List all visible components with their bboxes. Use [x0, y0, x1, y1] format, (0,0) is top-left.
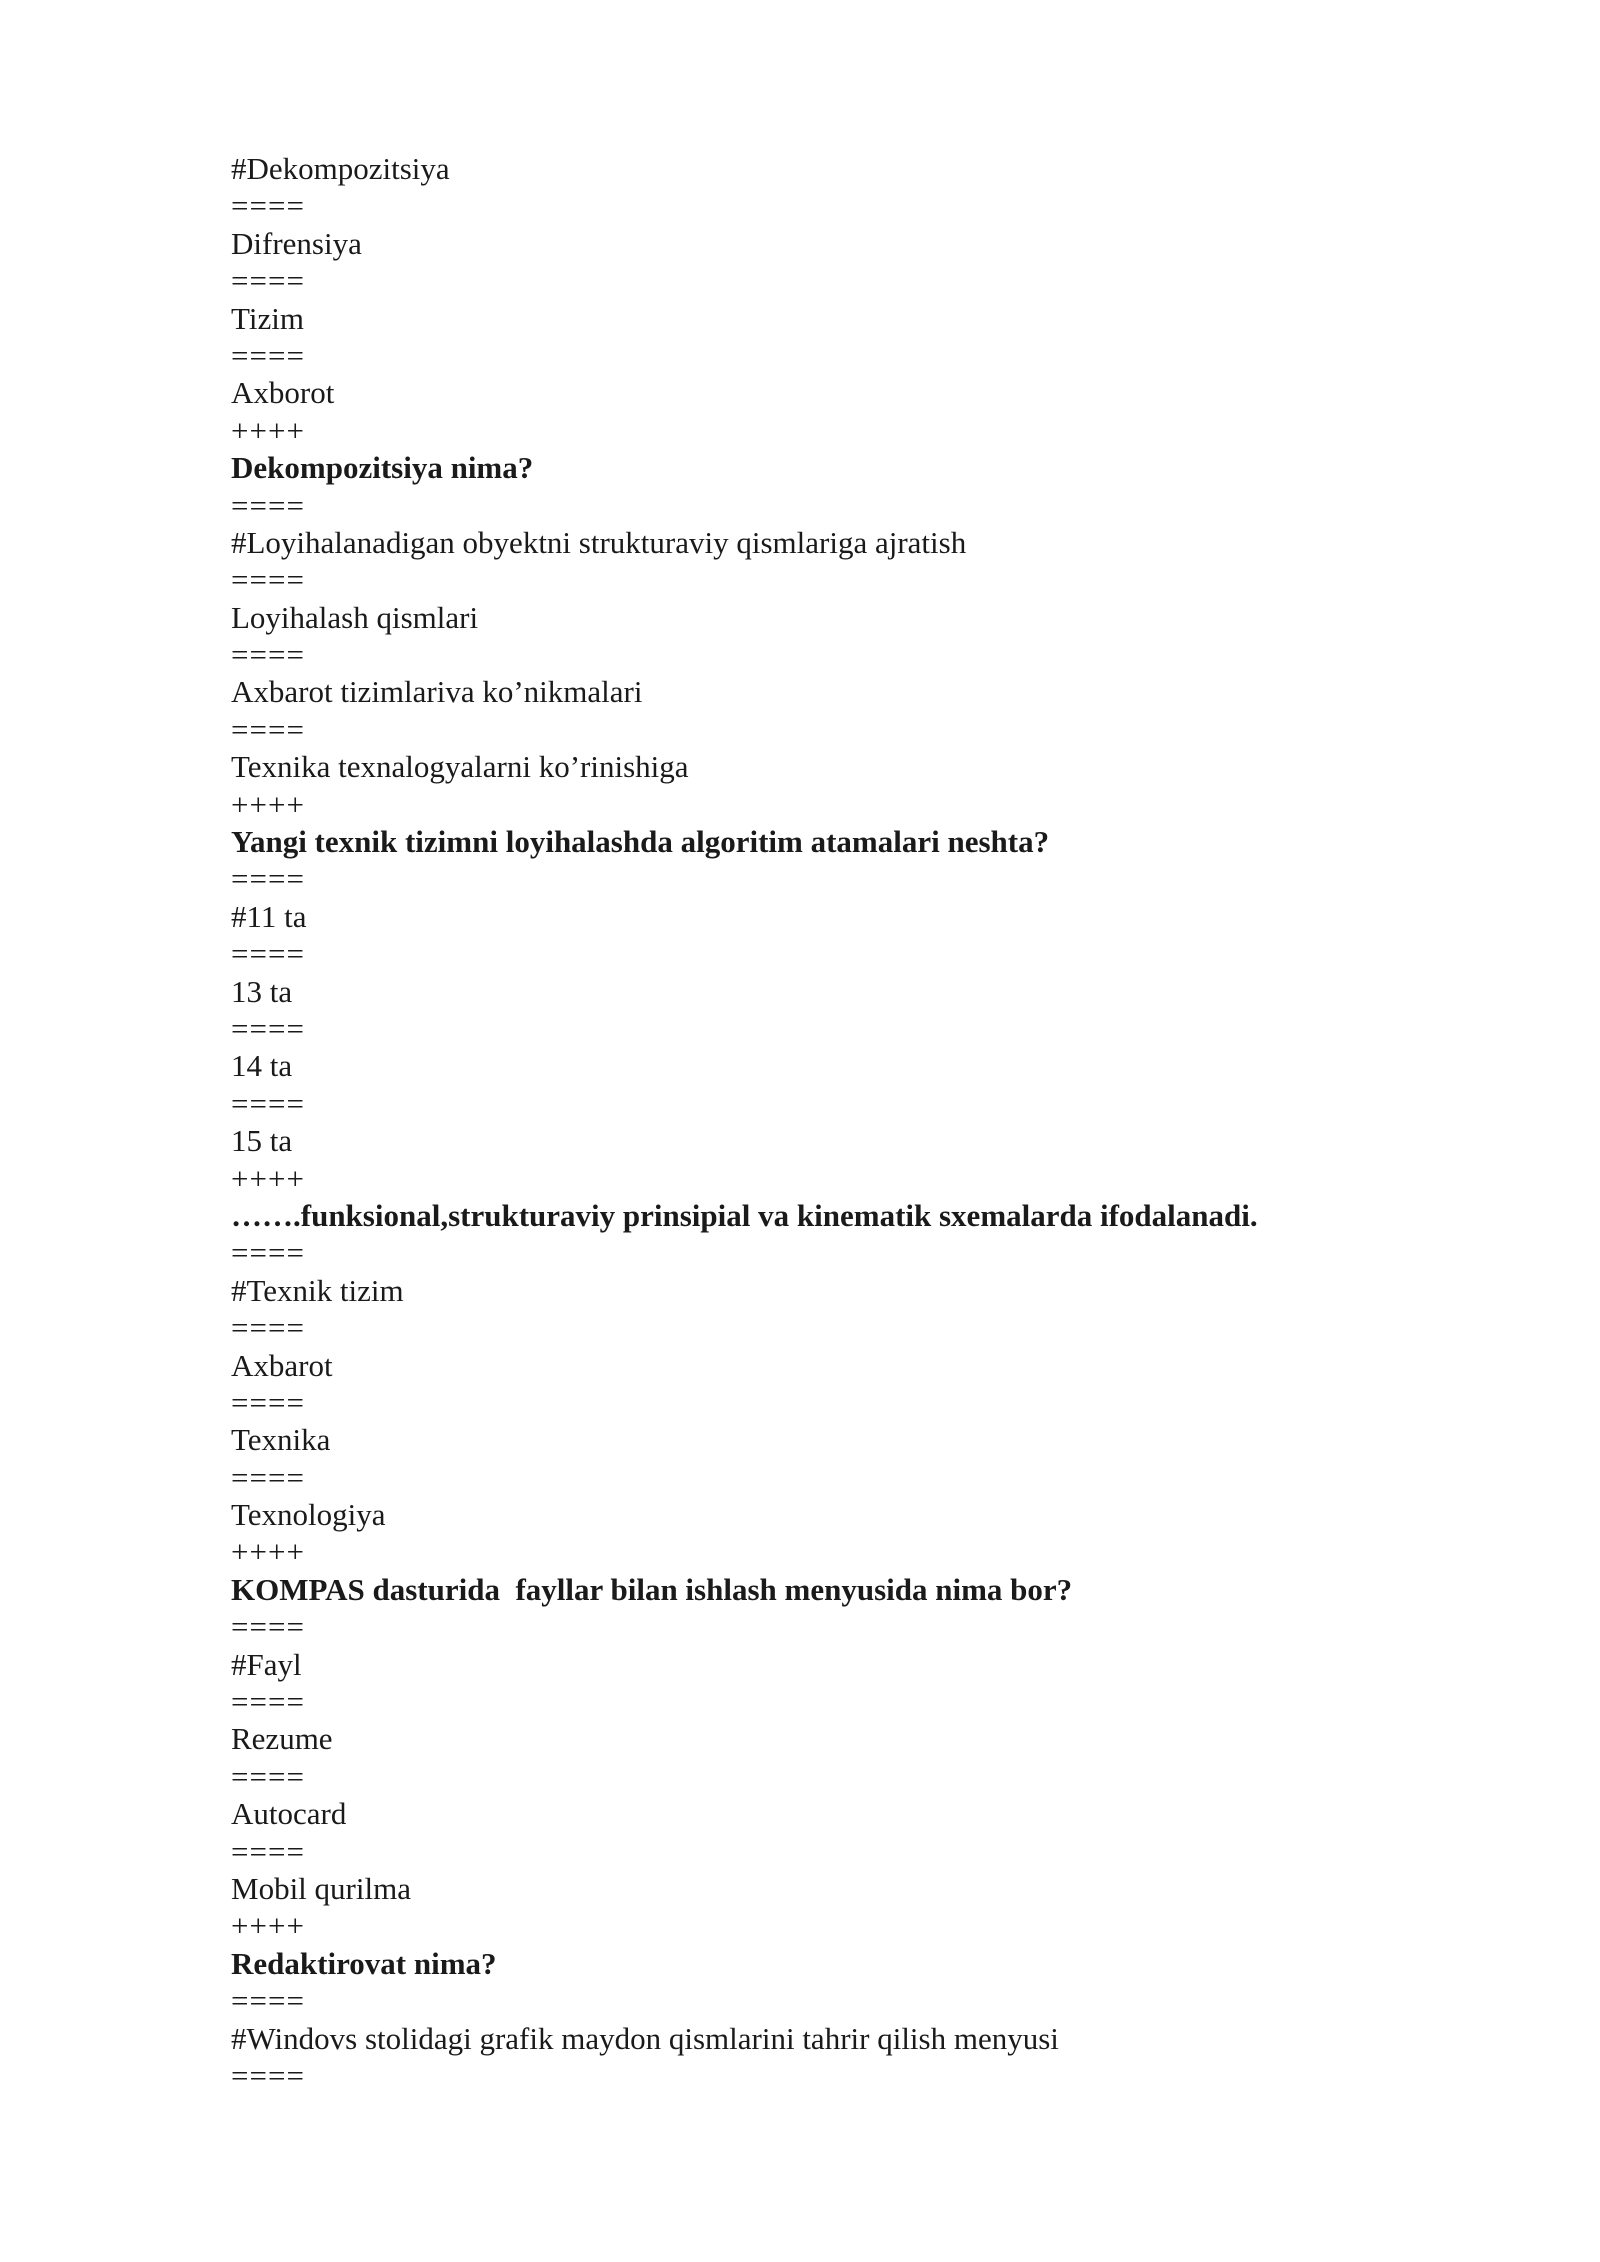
- answer-option: Axbarot: [231, 1347, 333, 1383]
- separator-line: ====: [231, 263, 305, 299]
- separator-line: ++++: [231, 1534, 305, 1570]
- answer-option: Texnika: [231, 1422, 331, 1458]
- answer-option: Axborot: [231, 375, 335, 411]
- answer-option: #11 ta: [231, 898, 307, 934]
- answer-option: Difrensiya: [231, 225, 362, 261]
- separator-line: ====: [231, 1459, 305, 1495]
- separator-line: ====: [231, 637, 305, 673]
- separator-line: ++++: [231, 412, 305, 448]
- separator-line: ====: [231, 1085, 305, 1121]
- answer-option: #Fayl: [231, 1646, 302, 1682]
- separator-line: ====: [231, 1833, 305, 1869]
- answer-option: #Texnik tizim: [231, 1272, 404, 1308]
- separator-line: ====: [231, 1235, 305, 1271]
- answer-option: Texnologiya: [231, 1497, 386, 1533]
- separator-line: ====: [231, 1983, 305, 2019]
- separator-line: ====: [231, 2057, 305, 2093]
- answer-option: #Dekompozitsiya: [231, 151, 450, 186]
- question-text: Redaktirovat nima?: [231, 1945, 497, 1981]
- answer-option: #Windovs stolidagi grafik maydon qismlarini tahrir qilish menyusi: [231, 2020, 1059, 2056]
- document-body: [231, 150, 1431, 2094]
- separator-line: ====: [231, 1684, 305, 1720]
- separator-line: ====: [231, 188, 305, 224]
- separator-line: ====: [231, 936, 305, 972]
- separator-line: ====: [231, 1609, 305, 1645]
- answer-option: Axbarot tizimlariva ko’nikmalari: [231, 674, 643, 710]
- separator-line: ++++: [231, 1160, 305, 1196]
- answer-option: Texnika texnalogyalarni ko’rinishiga: [231, 749, 689, 785]
- question-text: Yangi texnik tizimni loyihalashda algoritim atamalari neshta?: [231, 824, 1050, 860]
- separator-line: ====: [231, 711, 305, 747]
- answer-option: 13 ta: [231, 973, 293, 1009]
- answer-option: 14 ta: [231, 1048, 293, 1084]
- question-text: …….funksional,strukturaviy prinsipial va kinematik sxemalarda ifodalanadi.: [231, 1197, 1258, 1233]
- separator-line: ====: [231, 1310, 305, 1346]
- answer-option: Autocard: [231, 1796, 347, 1832]
- answer-option: #Loyihalanadigan obyektni strukturaviy qismlariga ajratish: [231, 524, 967, 560]
- answer-option: Tizim: [231, 300, 304, 336]
- separator-line: ====: [231, 1010, 305, 1046]
- separator-line: ====: [231, 562, 305, 598]
- answer-option: Loyihalash qismlari: [231, 599, 479, 635]
- answer-option: Mobil qurilma: [231, 1870, 411, 1906]
- separator-line: ====: [231, 1384, 305, 1420]
- separator-line: ++++: [231, 786, 305, 822]
- answer-option: 15 ta: [231, 1123, 293, 1159]
- answer-option: Rezume: [231, 1721, 333, 1757]
- separator-line: ====: [231, 861, 305, 897]
- separator-line: ====: [231, 1758, 305, 1794]
- separator-line: ====: [231, 487, 305, 523]
- question-text: Dekompozitsiya nima?: [231, 450, 534, 486]
- separator-line: ====: [231, 337, 305, 373]
- question-text: KOMPAS dasturida fayllar bilan ishlash menyusida nima bor?: [231, 1571, 1073, 1607]
- separator-line: ++++: [231, 1908, 305, 1944]
